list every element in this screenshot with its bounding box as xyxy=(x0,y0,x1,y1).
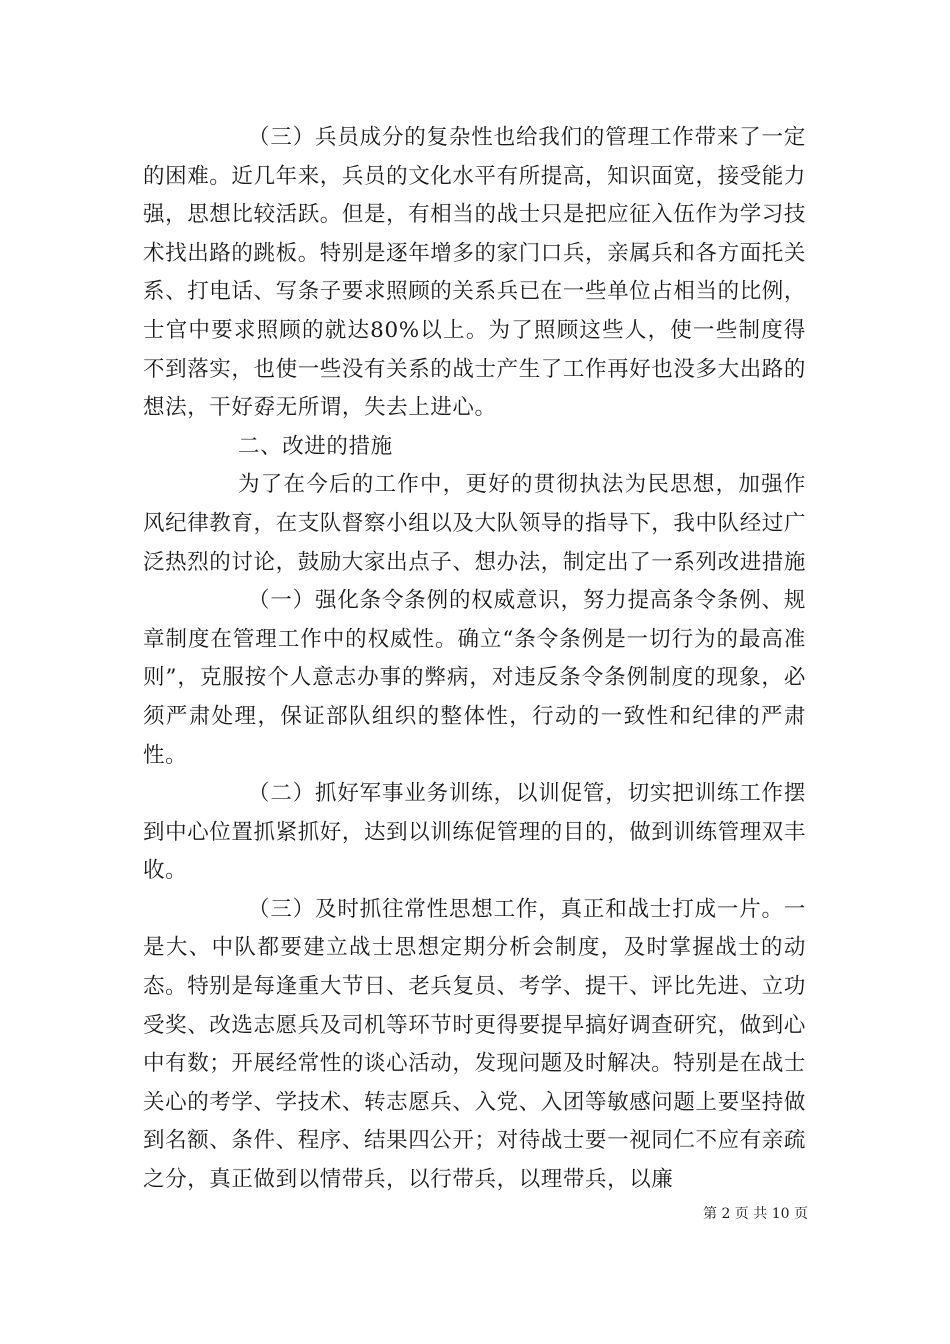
paragraph-measure-two: （二）抓好军事业务训练，以训促管，切实把训练工作摆到中心位置抓紧抓好，达到以训练促管理的目的，做到训练管理双丰收。 xyxy=(143,781,807,884)
page-number-footer: 第 2 页 共 10 页 xyxy=(703,1206,808,1222)
paragraph-measure-one: （一）强化条令条例的权威意识，努力提高条令条例、规章制度在管理工作中的权威性。确立“条令条例是一切行为的最高准则”，克服按个人意志办事的弊病，对违反条令条例制度的现象，必须严肃处理，保证部队组织的整体性，行动的一致性和纪律的严肃性。 xyxy=(143,588,806,768)
document-body xyxy=(143,119,806,1200)
paragraph-soldier-composition: （三）兵员成分的复杂性也给我们的管理工作带来了一定的困难。近几年来，兵员的文化水平有所提高，知识面宽，接受能力强，思想比较活跃。但是，有相当的战士只是把应征入伍作为学习技术找出路的跳板。特别是逐年增多的家门口兵，亲属兵和各方面托关系、打电话、写条子要求照顾的关系兵已在一些单位占相当的比例，士官中要求照顾的就达80%以上。为了照顾这些人，使一些制度得不到落实，也使一些没有关系的战士产生了工作再好也没多大出路的想法，干好孬无所谓，失去上进心。 xyxy=(143,125,807,421)
paragraph-measure-three: （三）及时抓往常性思想工作，真正和战士打成一片。一是大、中队都要建立战士思想定期分析会制度，及时掌握战士的动态。特别是每逢重大节日、老兵复员、考学、提干、评比先进、立功受奖、改选志愿兵及司机等环节时更得要提早搞好调查研究，做到心中有数；开展经常性的谈心活动，发现问题及时解决。特别是在战士关心的考学、学技术、转志愿兵、入党、入团等敏感问题上要坚持做到名额、条件、程序、结果四公开；对待战士要一视同仁不应有亲疏之分，真正做到以情带兵，以行带兵，以理带兵，以廉 xyxy=(143,896,807,1193)
section-heading-improvement-measures: 二、改进的措施 xyxy=(238,433,393,459)
paragraph-improvement-intro: 为了在今后的工作中，更好的贯彻执法为民思想，加强作风纪律教育，在支队督察小组以及大队领导的指导下，我中队经过广泛热烈的讨论，鼓励大家出点子、想办法，制定出了一系列改进措施 xyxy=(143,472,807,575)
